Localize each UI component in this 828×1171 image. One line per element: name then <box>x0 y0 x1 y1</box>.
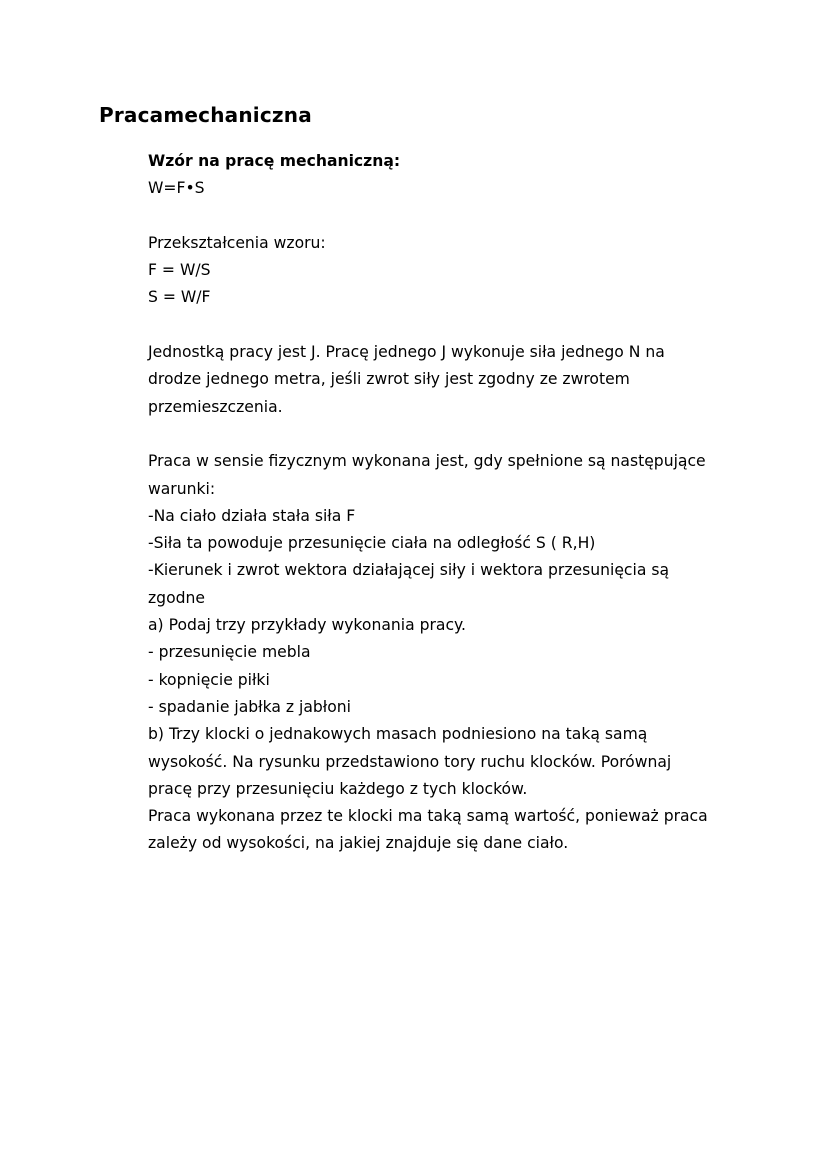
document-body <box>148 148 748 858</box>
condition-item: -Na ciało działa stała siła F <box>148 506 356 525</box>
unit-paragraph-line: drodze jednego metra, jeśli zwrot siły jest zgodny ze zwrotem <box>148 370 630 389</box>
spacer <box>148 421 748 448</box>
spacer <box>148 312 748 339</box>
task-a-answer: - przesunięcie mebla <box>148 643 311 662</box>
conditions-intro-line: Praca w sensie fizycznym wykonana jest, gdy spełnione są następujące <box>148 452 706 471</box>
task-b-question-line: wysokość. Na rysunku przedstawiono tory ruchu klocków. Porównaj <box>148 752 672 771</box>
task-b-question-line: b) Trzy klocki o jednakowych masach podniesiono na taką samą <box>148 725 648 744</box>
formula: W=F•S <box>148 179 205 198</box>
unit-paragraph-line: Jednostką pracy jest J. Pracę jednego J wykonuje siła jednego N na <box>148 343 665 362</box>
task-a-answer: - kopnięcie piłki <box>148 670 270 689</box>
page-title: Pracamechaniczna <box>99 103 312 127</box>
condition-item: -Kierunek i zwrot wektora działającej siły i wektora przesunięcia są <box>148 561 670 580</box>
condition-item: -Siła ta powoduje przesunięcie ciała na odległość S ( R,H) <box>148 534 596 553</box>
task-b-answer-line: Praca wykonana przez te klocki ma taką samą wartość, ponieważ praca <box>148 807 708 826</box>
condition-item: zgodne <box>148 588 205 607</box>
transformations-heading: Przekształcenia wzoru: <box>148 233 326 252</box>
unit-paragraph-line: przemieszczenia. <box>148 397 283 416</box>
conditions-intro-line: warunki: <box>148 479 216 498</box>
spacer <box>148 203 748 230</box>
transformation-line: F = W/S <box>148 261 211 280</box>
task-a-answer: - spadanie jabłka z jabłoni <box>148 697 351 716</box>
formula-heading: Wzór na pracę mechaniczną: <box>148 152 401 170</box>
transformation-line: S = W/F <box>148 288 211 307</box>
task-b-answer-line: zależy od wysokości, na jakiej znajduje się dane ciało. <box>148 834 569 853</box>
task-b-question-line: pracę przy przesunięciu każdego z tych klocków. <box>148 779 528 798</box>
task-a-question: a) Podaj trzy przykłady wykonania pracy. <box>148 616 467 635</box>
